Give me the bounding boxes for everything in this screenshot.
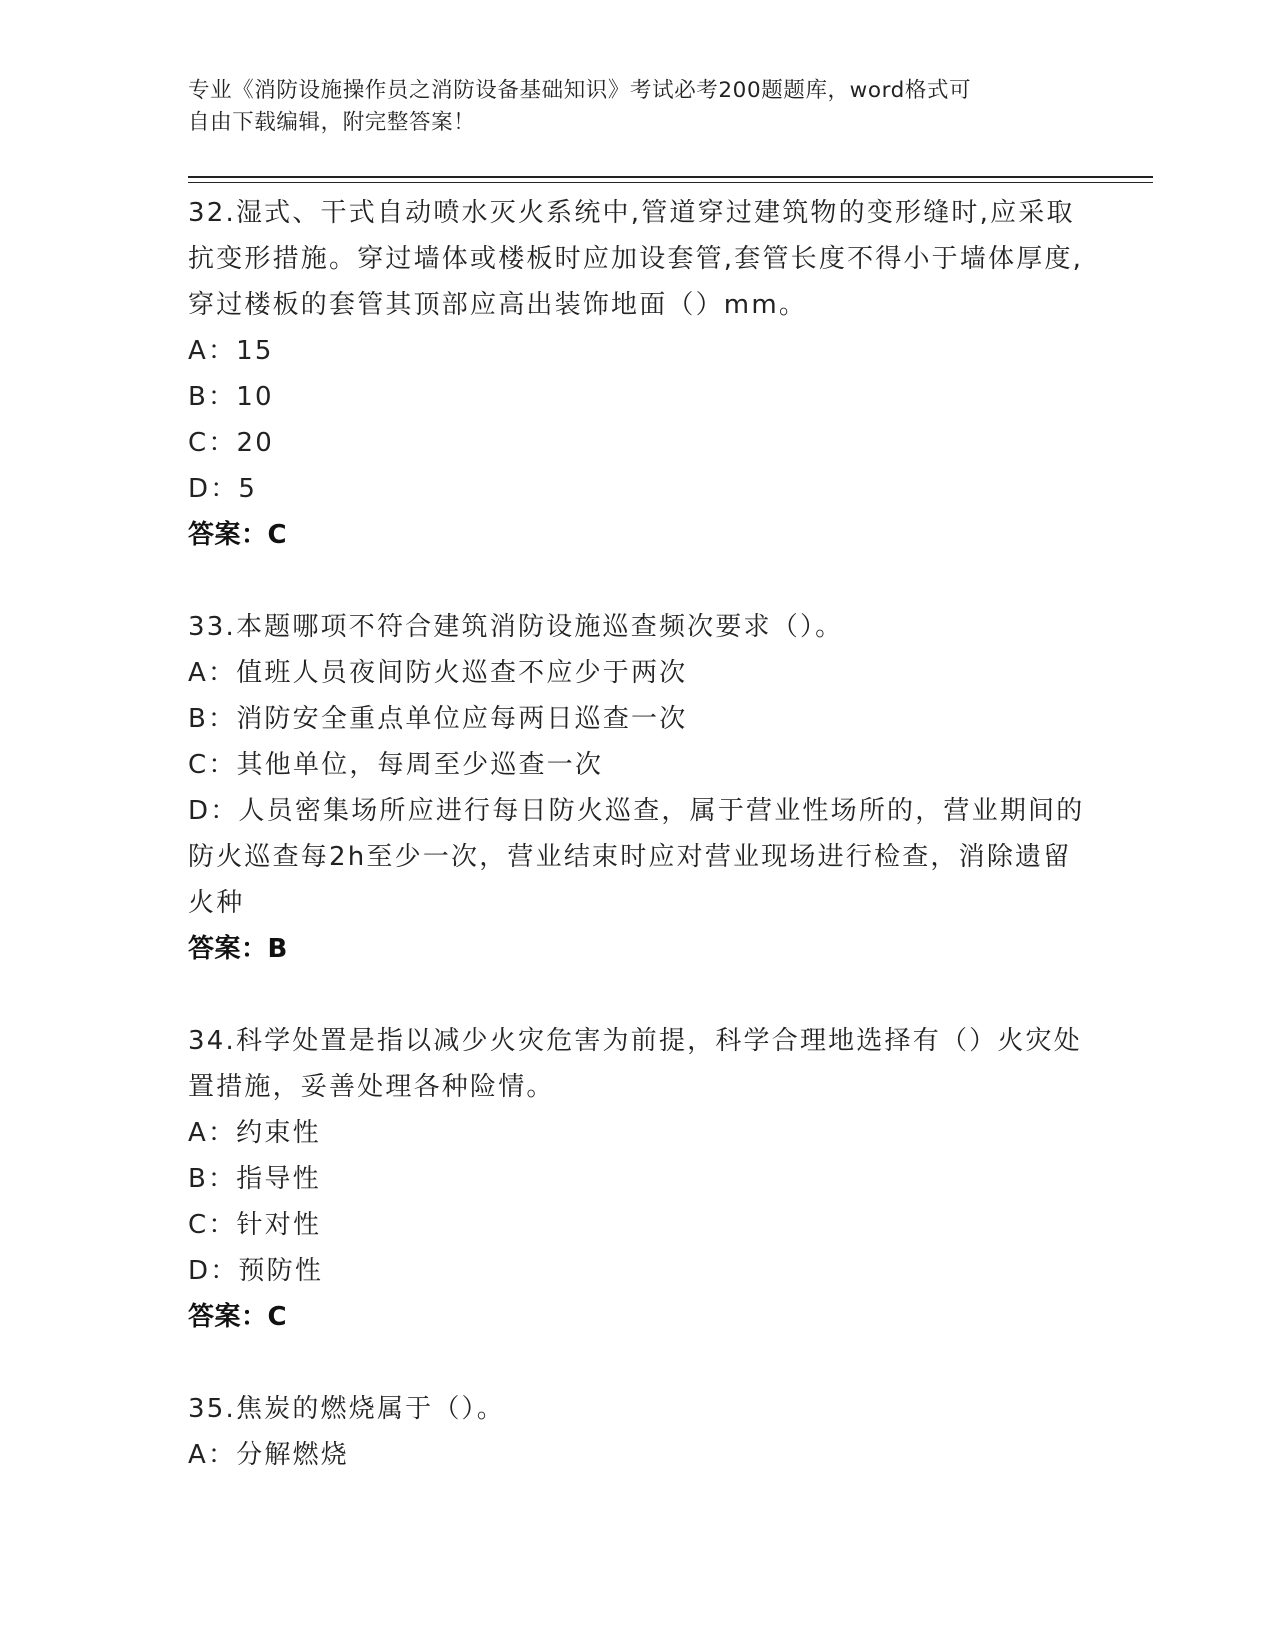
question-spacer bbox=[188, 972, 1088, 1018]
header-divider-top bbox=[188, 176, 1153, 178]
option-b: B：消防安全重点单位应每两日巡查一次 bbox=[188, 704, 688, 734]
answer: 答案：C bbox=[188, 1302, 288, 1332]
question-text: 35.焦炭的燃烧属于（）。 bbox=[188, 1394, 505, 1424]
question-text: 32.湿式、干式自动喷水灭火系统中,管道穿过建筑物的变形缝时,应采取抗变形措施。穿过墙体或楼板时应加设套管,套管长度不得小于墙体厚度,穿过楼板的套管其顶部应高出装饰地面（）mm。 bbox=[188, 198, 1084, 320]
option-a: A：值班人员夜间防火巡查不应少于两次 bbox=[188, 658, 688, 688]
option-d: D：5 bbox=[188, 474, 258, 504]
header-divider-bottom bbox=[188, 182, 1153, 183]
option-c: C：其他单位，每周至少巡查一次 bbox=[188, 750, 604, 780]
answer: 答案：C bbox=[188, 520, 288, 550]
header-line-1: 专业《消防设施操作员之消防设备基础知识》考试必考200题题库，word格式可 bbox=[188, 78, 972, 103]
option-b: B：10 bbox=[188, 382, 274, 412]
option-b: B：指导性 bbox=[188, 1164, 321, 1194]
question-list bbox=[188, 190, 1088, 1478]
answer: 答案：B bbox=[188, 934, 288, 964]
option-a: A：约束性 bbox=[188, 1118, 321, 1148]
question-32 bbox=[188, 190, 1088, 558]
question-text: 33.本题哪项不符合建筑消防设施巡查频次要求（）。 bbox=[188, 612, 844, 642]
option-a: A：分解燃烧 bbox=[188, 1440, 349, 1470]
option-c: C：针对性 bbox=[188, 1210, 322, 1240]
header-line-2: 自由下载编辑，附完整答案！ bbox=[188, 110, 476, 135]
option-a: A：15 bbox=[188, 336, 274, 366]
option-c: C：20 bbox=[188, 428, 275, 458]
question-spacer bbox=[188, 558, 1088, 604]
option-d: D：预防性 bbox=[188, 1256, 324, 1286]
option-d: D：人员密集场所应进行每日防火巡查，属于营业性场所的，营业期间的防火巡查每2h至少一次，营业结束时应对营业现场进行检查，消除遗留火种 bbox=[188, 796, 1085, 918]
question-33 bbox=[188, 604, 1088, 972]
question-34 bbox=[188, 1018, 1088, 1340]
question-text: 34.科学处置是指以减少火灾危害为前提，科学合理地选择有（）火灾处置措施，妥善处理各种险情。 bbox=[188, 1026, 1082, 1102]
question-35 bbox=[188, 1386, 1088, 1478]
question-spacer bbox=[188, 1340, 1088, 1386]
document-header bbox=[188, 75, 1088, 139]
